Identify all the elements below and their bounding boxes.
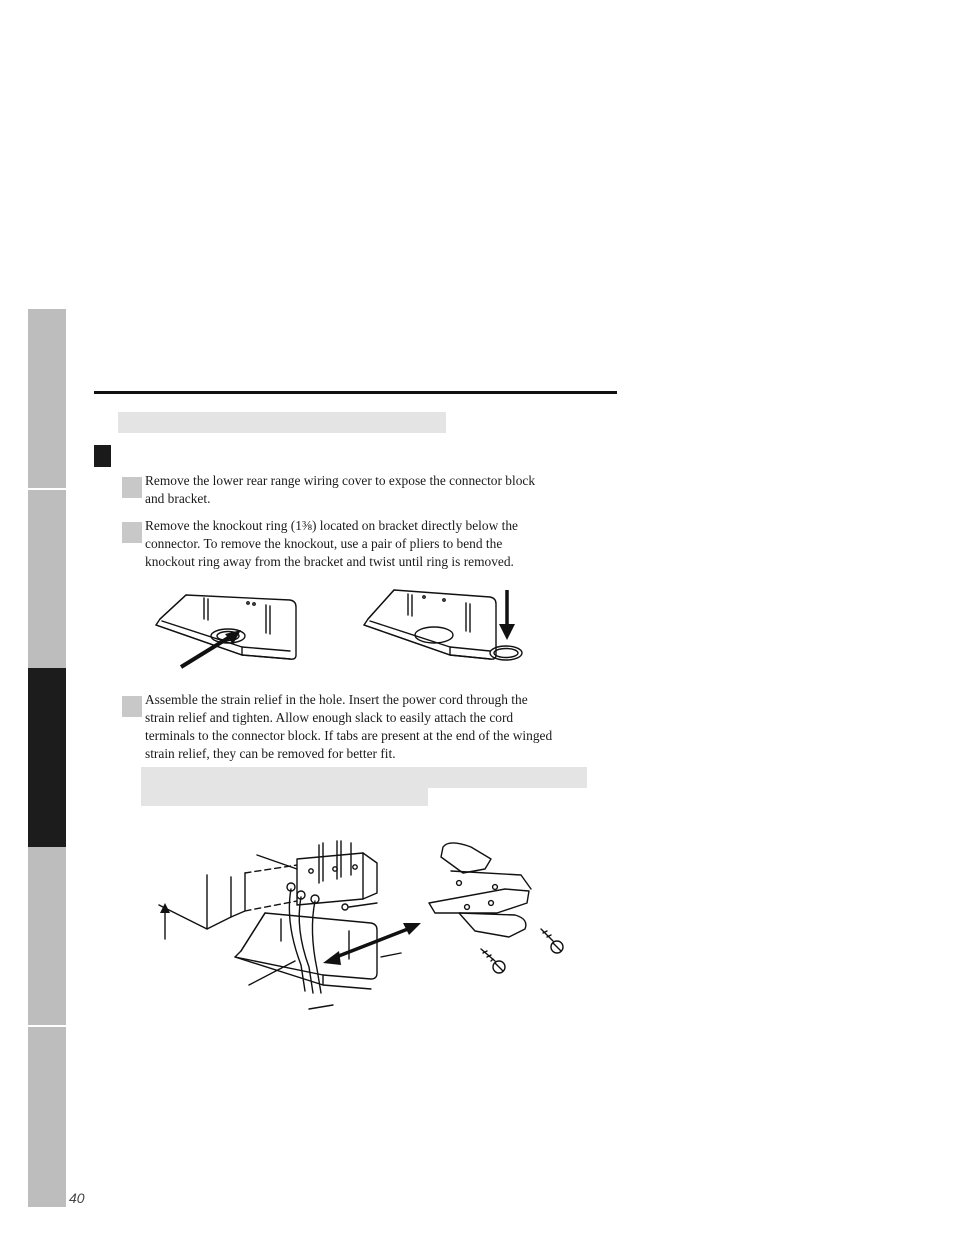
side-tab-divider: [28, 1025, 66, 1027]
down-arrow-icon: [495, 588, 519, 643]
step-number-box-1: [122, 477, 142, 498]
step-number-box-3: [122, 696, 142, 717]
step-1-text: Remove the lower rear range wiring cover to expose the connector block and bracket.: [145, 473, 536, 506]
section-heading-bar: [118, 412, 446, 433]
note-bar: [141, 788, 428, 806]
step-2-text: Remove the knockout ring (1⅜) located on bracket directly below the connector. To remove the knockout, use a pair of pliers to bend the knockout ring away from the bracket and twist until ring is removed.: [145, 518, 518, 569]
side-tab-4[interactable]: [28, 847, 66, 1026]
side-tab-installation-active[interactable]: [28, 668, 66, 847]
side-tab-5[interactable]: [28, 1026, 66, 1207]
step-marker: [94, 445, 111, 467]
step-number-box-2: [122, 522, 142, 543]
side-tab-1[interactable]: [28, 309, 66, 489]
page-number: 40: [69, 1190, 85, 1206]
strain-relief-assembly-figure: [145, 833, 575, 1018]
side-tab-divider: [28, 488, 66, 490]
section-rule: [94, 391, 617, 394]
side-tab-2[interactable]: [28, 489, 66, 668]
arrow-icon: [175, 627, 245, 672]
step-3-text: Assemble the strain relief in the hole. Insert the power cord through the strain relief and tighten. Allow enough slack to easily attach the cord terminals to the connector block. If tabs are present at the end of the winged strain relief, they can be removed for better fit.: [145, 692, 553, 761]
note-bar: [141, 767, 587, 788]
